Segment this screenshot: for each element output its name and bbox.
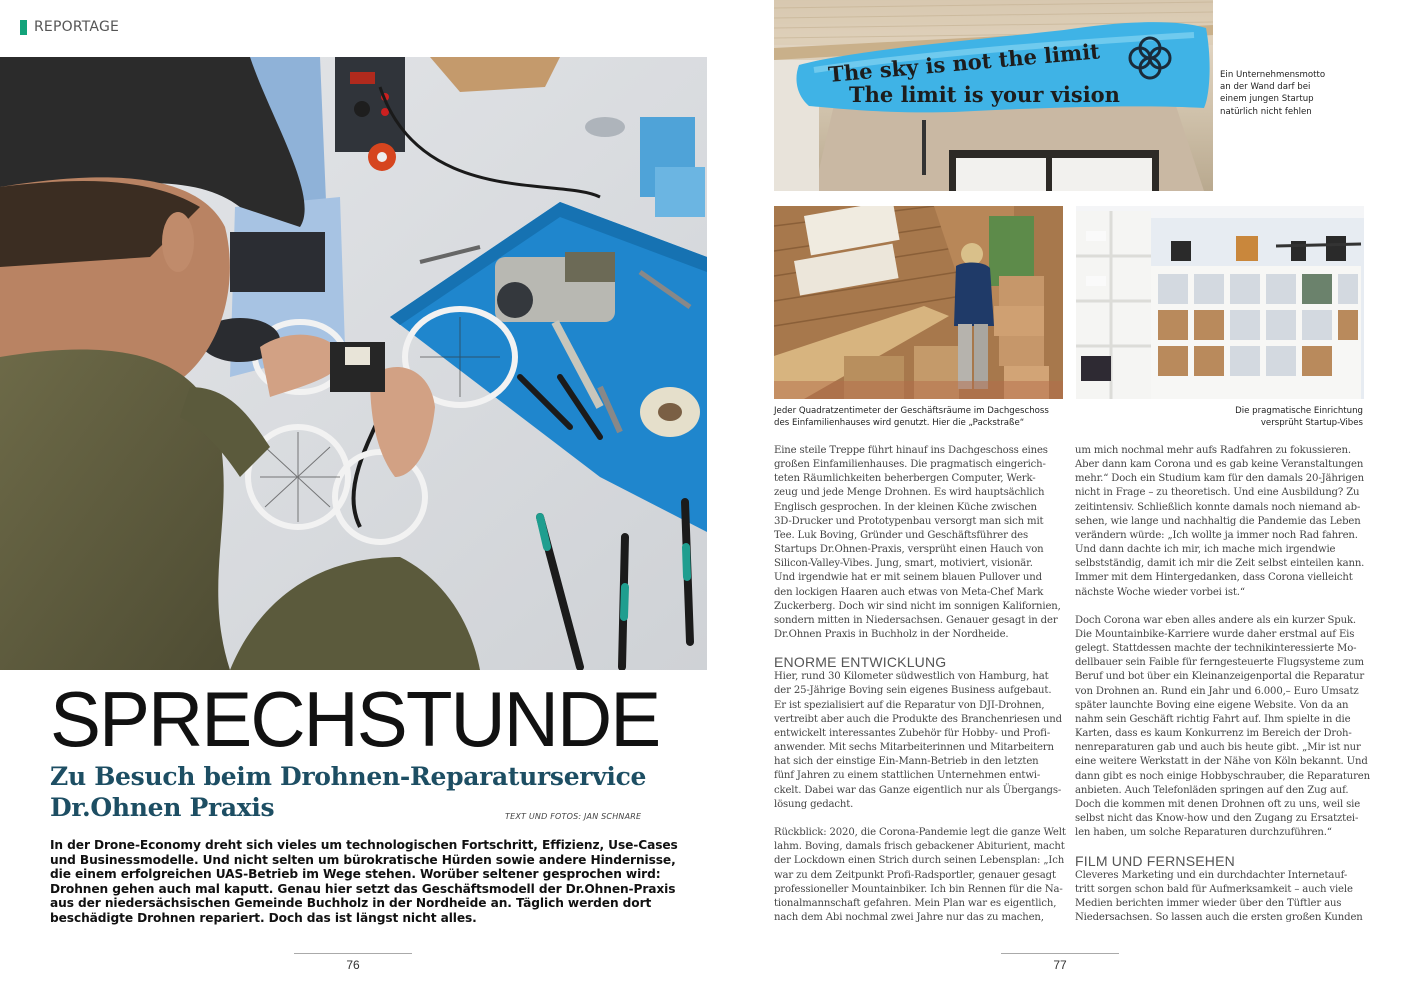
body-paragraph [1075, 869, 1365, 926]
motto-sign-line-1: The sky is not the limit [827, 38, 1101, 87]
text-line: vertreibt aber auch die Produkte des Branchenriesen und [774, 713, 1062, 725]
lead-line: beschädigte Drohnen repariert. Doch das ist längst nicht alles. [50, 910, 477, 925]
text-line: Cleveres Marketing und ein durchdachter Internetauf- [1075, 869, 1348, 881]
caption-line: einem jungen Startup [1220, 94, 1314, 105]
caption-line: Jeder Quadratzentimeter der Geschäftsräume im Dachgeschoss [774, 406, 1049, 416]
text-line: gelegt. Stattdessen machte der technikinteressierte Mo- [1075, 643, 1357, 655]
text-line: sehen, wie lange und nachhaltig die Pandemie das Leben [1075, 515, 1361, 527]
text-line: nach dem Abi nochmal zwei Jahre nur das zu machen, [774, 911, 1044, 923]
motto-photo [774, 0, 1213, 191]
text-line: Silicon-Valley-Vibes. Jung, smart, motiviert, visionär. [774, 558, 1033, 570]
text-line: professioneller Mountainbiker. Ich bin Rennen für die Na- [774, 883, 1063, 895]
text-line: eine weitere Werkstatt in der Nähe von Köln bekannt. Und [1075, 756, 1368, 768]
text-line: lahm. Boving, damals frisch gebackener Abiturient, macht [774, 841, 1065, 853]
text-line: zeitintensiv. Schließlich konnte damals noch niemand ab- [1075, 501, 1361, 513]
lead-line: aus der niedersächsischen Gemeinde Buchholz in der Nordheide an. Täglich werden dort [50, 896, 652, 911]
body-paragraph [1075, 614, 1370, 841]
packstrasse-caption [774, 405, 1049, 429]
page-number-right: 77 [1001, 953, 1119, 972]
text-line: nächste Woche wieder vorbei ist.“ [1075, 586, 1245, 598]
text-line: len haben, um solche Reparaturen durchzuführen.“ [1075, 827, 1332, 839]
text-line: Eine steile Treppe führt hinauf ins Dachgeschoss eines [774, 445, 1048, 456]
section-label [20, 19, 119, 35]
text-line: Hier, rund 30 Kilometer südwestlich von Hamburg, hat [774, 671, 1049, 683]
text-line: nicht in Frage – zu theoretisch. Und eine Ausbildung? Zu [1075, 487, 1360, 499]
article-headline: SPRECHSTUNDE [50, 675, 660, 763]
text-line: verändern würde: „Ich wollte ja immer noch Rad fahren. [1075, 529, 1358, 541]
text-line: dann gibt es noch einige Hobbyschrauber, die Reparaturen [1075, 770, 1370, 782]
subheading-film-und-fernsehen: FILM UND FERNSEHEN [1075, 852, 1235, 869]
text-line: Und irgendwie hat er mit seinem blauen Pullover und [774, 572, 1042, 584]
text-line: anwender. Mit sechs Mitarbeiterinnen und Mitarbeitern [774, 742, 1054, 754]
text-line: Und dann dachte ich mir, ich mache mich irgendwie [1075, 544, 1336, 556]
caption-line: Die pragmatische Einrichtung [1235, 406, 1363, 416]
text-line: Dr.Ohnen Praxis in Buchholz in der Nordheide. [774, 629, 1009, 641]
body-paragraph [1075, 444, 1365, 600]
text-line: ckelt. Dabei war das Ganze eigentlich nur als Übergangs- [774, 784, 1062, 796]
caption-line: versprüht Startup-Vibes [1260, 418, 1363, 429]
text-line: selbstständig, damit ich mir die Zeit selbst einteilen kann. [1075, 558, 1365, 570]
text-line: nenreparaturen gab und auch bis heute gibt. „Mir ist nur [1075, 742, 1361, 754]
caption-line: des Einfamilienhauses wird genutzt. Hier die „Packstraße“ [774, 418, 1025, 429]
text-line: Medien berichten immer wieder über den Tüftler aus [1075, 897, 1342, 909]
lead-paragraph [50, 838, 678, 926]
text-line: Beruf und bot über ein Kleinanzeigenportal die Reparatur [1075, 671, 1365, 683]
text-line: Startups Dr.Ohnen-Praxis, versprüht einen Hauch von [774, 544, 1044, 556]
text-line: großen Einfamilienhauses. Die pragmatisch eingerich- [774, 459, 1046, 471]
body-paragraph [774, 826, 1064, 925]
text-line: mehr.“ Doch ein Studium kam für den damals 20-Jährigen [1075, 473, 1364, 485]
text-line: sondern mitten in Niedersachsen. Genauer gesagt in der [774, 614, 1058, 626]
section-label-text: REPORTAGE [34, 19, 120, 35]
text-line: selbst nicht das Know-how und den Zugang zu Ersatztei- [1075, 813, 1359, 825]
lead-line: Drohnen gehen auch mal kaputt. Genau hier setzt das Geschäftsmodell der Dr.Ohnen-Praxis [50, 881, 676, 896]
text-line: Karten, dass es kaum Konkurrenz im Bereich der Droh- [1075, 728, 1352, 740]
shelf-caption [1170, 405, 1363, 429]
text-line: Die Mountainbike-Karriere wurde daher erstmal auf Eis [1075, 629, 1355, 641]
subhead-line-2: Dr.Ohnen Praxis [50, 793, 275, 822]
text-line: Zuckerberg. Doch wir sind nicht im sonnigen Kalifornien, [774, 600, 1061, 612]
text-line: Immer mit dem Hintergedanken, dass Corona vielleicht [1075, 572, 1353, 584]
text-line: dellbauer sein Faible für ferngesteuerte Flugsysteme zum [1075, 657, 1364, 669]
packstrasse-photo [774, 206, 1063, 399]
text-line: zeug und jede Menge Drohnen. Es wird hauptsächlich [774, 487, 1045, 499]
text-line: Englisch gesprochen. In der kleinen Küche zwischen [774, 501, 1037, 513]
caption-line: natürlich nicht fehlen [1220, 106, 1312, 117]
text-line: Er ist spezialisiert auf die Reparatur von DJI-Drohnen, [774, 699, 1045, 711]
subheading-enorme-entwicklung: ENORME ENTWICKLUNG [774, 654, 947, 671]
lead-line: und Businessmodelle. Und nicht selten um bürokratische Hürden sowie andere Hindernisse, [50, 852, 676, 867]
text-line: teten Räumlichkeiten beherbergen Computer, Werk- [774, 473, 1036, 485]
lead-line: die einem erfolgreichen UAS-Betrieb im Wege stehen. Worüber seltener gesprochen wird: [50, 867, 661, 882]
motto-sign-line-2: The limit is your vision [849, 82, 1120, 107]
text-line: war zu dem Zeitpunkt Profi-Radsportler, genauer gesagt [774, 869, 1056, 881]
caption-line: Ein Unternehmensmotto [1220, 70, 1326, 80]
article-column-2 [1075, 444, 1370, 925]
text-line: später launchte Boving eine eigene Website. Von da an [1075, 699, 1349, 711]
text-line: entwickelt interessantes Zubehör für Hobby- und Profi- [774, 727, 1051, 739]
text-line: Tee. Luk Boving, Gründer und Geschäftsführer des [774, 529, 1029, 541]
text-line: der Lockdown einen Strich durch seinen Lebensplan: „Ich [774, 855, 1065, 867]
hero-photo [0, 57, 707, 670]
body-paragraph [774, 444, 1064, 642]
subhead-line-1: Zu Besuch beim Drohnen-Reparaturservice [50, 762, 647, 791]
text-line: tionalmannschaft gefahren. Mein Plan war es eigentlich, [774, 897, 1057, 909]
caption-line: an der Wand darf bei [1220, 82, 1311, 93]
body-paragraph [774, 670, 1064, 812]
shelf-photo [1076, 206, 1364, 399]
text-line: den lockigen Haaren auch etwas von Meta-Chef Mark [774, 586, 1044, 598]
text-line: von Drohnen an. Rund ein Jahr und 6.000,– Euro Umsatz [1075, 685, 1359, 697]
text-line: Niedersachsen. So lassen auch die ersten großen Kunden [1075, 911, 1363, 923]
page-number-left: 76 [294, 953, 412, 972]
section-accent-bar [20, 20, 27, 35]
text-line: fünf Jahren zu einem stattlichen Unternehmen entwi- [774, 770, 1041, 782]
text-line: der 25-Jährige Boving sein eigenes Business aufgebaut. [774, 685, 1052, 697]
text-line: lösung gedacht. [774, 798, 854, 810]
text-line: anbieten. Auch Telefonläden springen auf den Zug auf. [1075, 784, 1349, 796]
lead-line: In der Drone-Economy dreht sich vieles um technologischen Fortschritt, Effizienz, Use-Cases [50, 838, 678, 852]
text-line: Aber dann kam Corona und es gab keine Veranstaltungen [1075, 459, 1364, 471]
text-line: Doch die kommen mit denen Drohnen oft zu uns, weil sie [1075, 798, 1361, 810]
article-column-1 [774, 444, 1064, 925]
text-line: tritt sorgen schon bald für Aufmerksamkeit – auch viele [1075, 883, 1353, 895]
text-line: um mich nochmal mehr aufs Radfahren zu fokussieren. [1075, 445, 1351, 456]
motto-caption [1220, 69, 1325, 118]
text-line: hat sich der einstige Ein-Mann-Betrieb in den letzten [774, 756, 1039, 768]
text-line: Rückblick: 2020, die Corona-Pandemie legt die ganze Welt [774, 827, 1066, 839]
text-line: nahm sein Geschäft richtig Fahrt auf. Ihm spielte in die [1075, 713, 1351, 725]
text-line: Doch Corona war eben alles andere als ein kurzer Spuk. [1075, 614, 1356, 626]
author-credit: TEXT UND FOTOS: JAN SCHNARE [505, 812, 642, 821]
text-line: 3D-Drucker und Prototypenbau versorgt man sich mit [774, 515, 1044, 527]
